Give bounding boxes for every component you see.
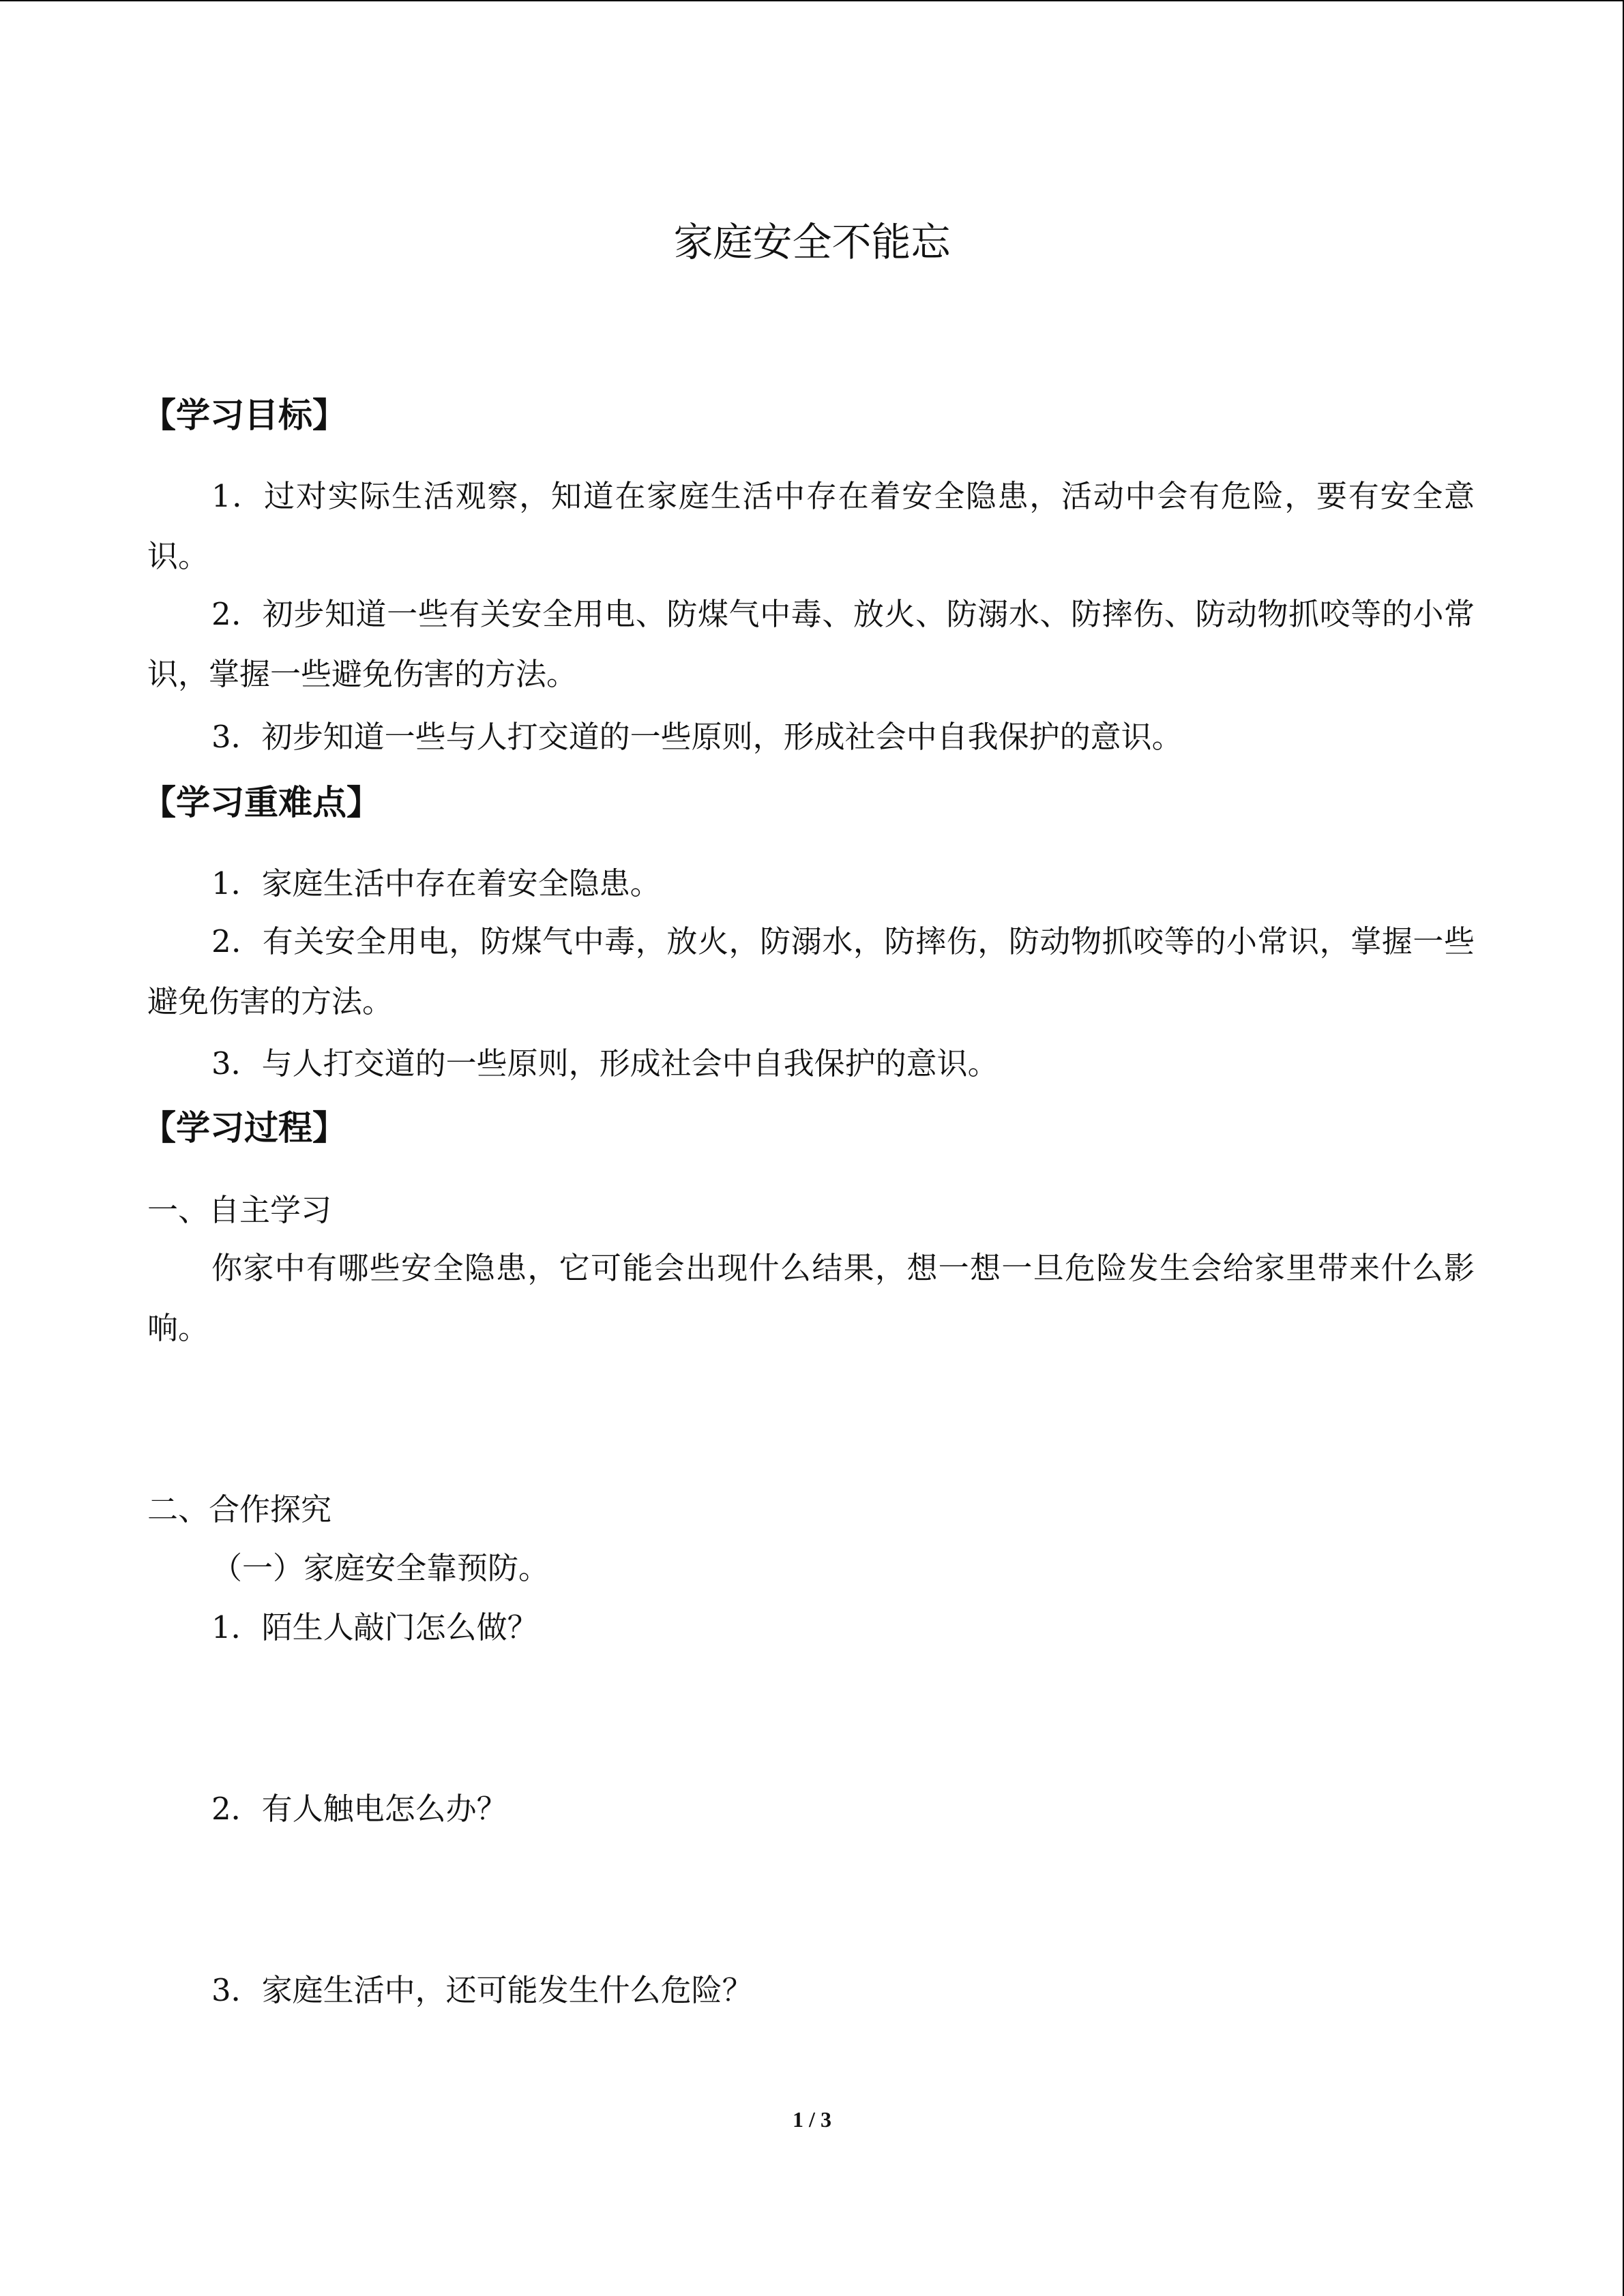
- cooperation-label: 二、合作探究: [147, 1491, 332, 1527]
- question-2: 2．有人触电怎么办？: [211, 1791, 507, 1827]
- goal-item-2: 2．初步知道一些有关安全用电、防煤气中毒、放火、防溺水、防摔伤、防动物抓咬等的小常识，掌握一些避免伤害的方法。: [147, 596, 1475, 692]
- cooperation-subsection: （一）家庭安全靠预防。: [211, 1550, 550, 1586]
- section-heading-key-points: 【学习重难点】: [142, 783, 381, 822]
- section-heading-goals: 【学习目标】: [142, 396, 346, 435]
- question-1: 1．陌生人敲门怎么做？: [211, 1609, 538, 1645]
- goal-item-1: 1．过对实际生活观察，知道在家庭生活中存在着安全隐患，活动中会有危险，要有安全意识。: [147, 478, 1475, 574]
- key-point-item-1: 1．家庭生活中存在着安全隐患。: [211, 865, 661, 901]
- key-point-item-3: 3．与人打交道的一些原则，形成社会中自我保护的意识。: [211, 1045, 999, 1082]
- self-study-text: 你家中有哪些安全隐患，它可能会出现什么结果，想一想一旦危险发生会给家里带来什么影响。: [147, 1250, 1475, 1346]
- self-study-label: 一、自主学习: [147, 1192, 332, 1228]
- goal-item-3: 3．初步知道一些与人打交道的一些原则，形成社会中自我保护的意识。: [211, 719, 1183, 755]
- question-3: 3．家庭生活中，还可能发生什么危险？: [211, 1972, 753, 2008]
- key-point-item-2: 2．有关安全用电，防煤气中毒，放火，防溺水，防摔伤，防动物抓咬等的小常识，掌握一些避免伤害的方法。: [147, 923, 1475, 1019]
- page-number: 1 / 3: [793, 2107, 831, 2132]
- document-title: 家庭安全不能忘: [673, 219, 951, 265]
- section-heading-process: 【学习过程】: [142, 1108, 346, 1148]
